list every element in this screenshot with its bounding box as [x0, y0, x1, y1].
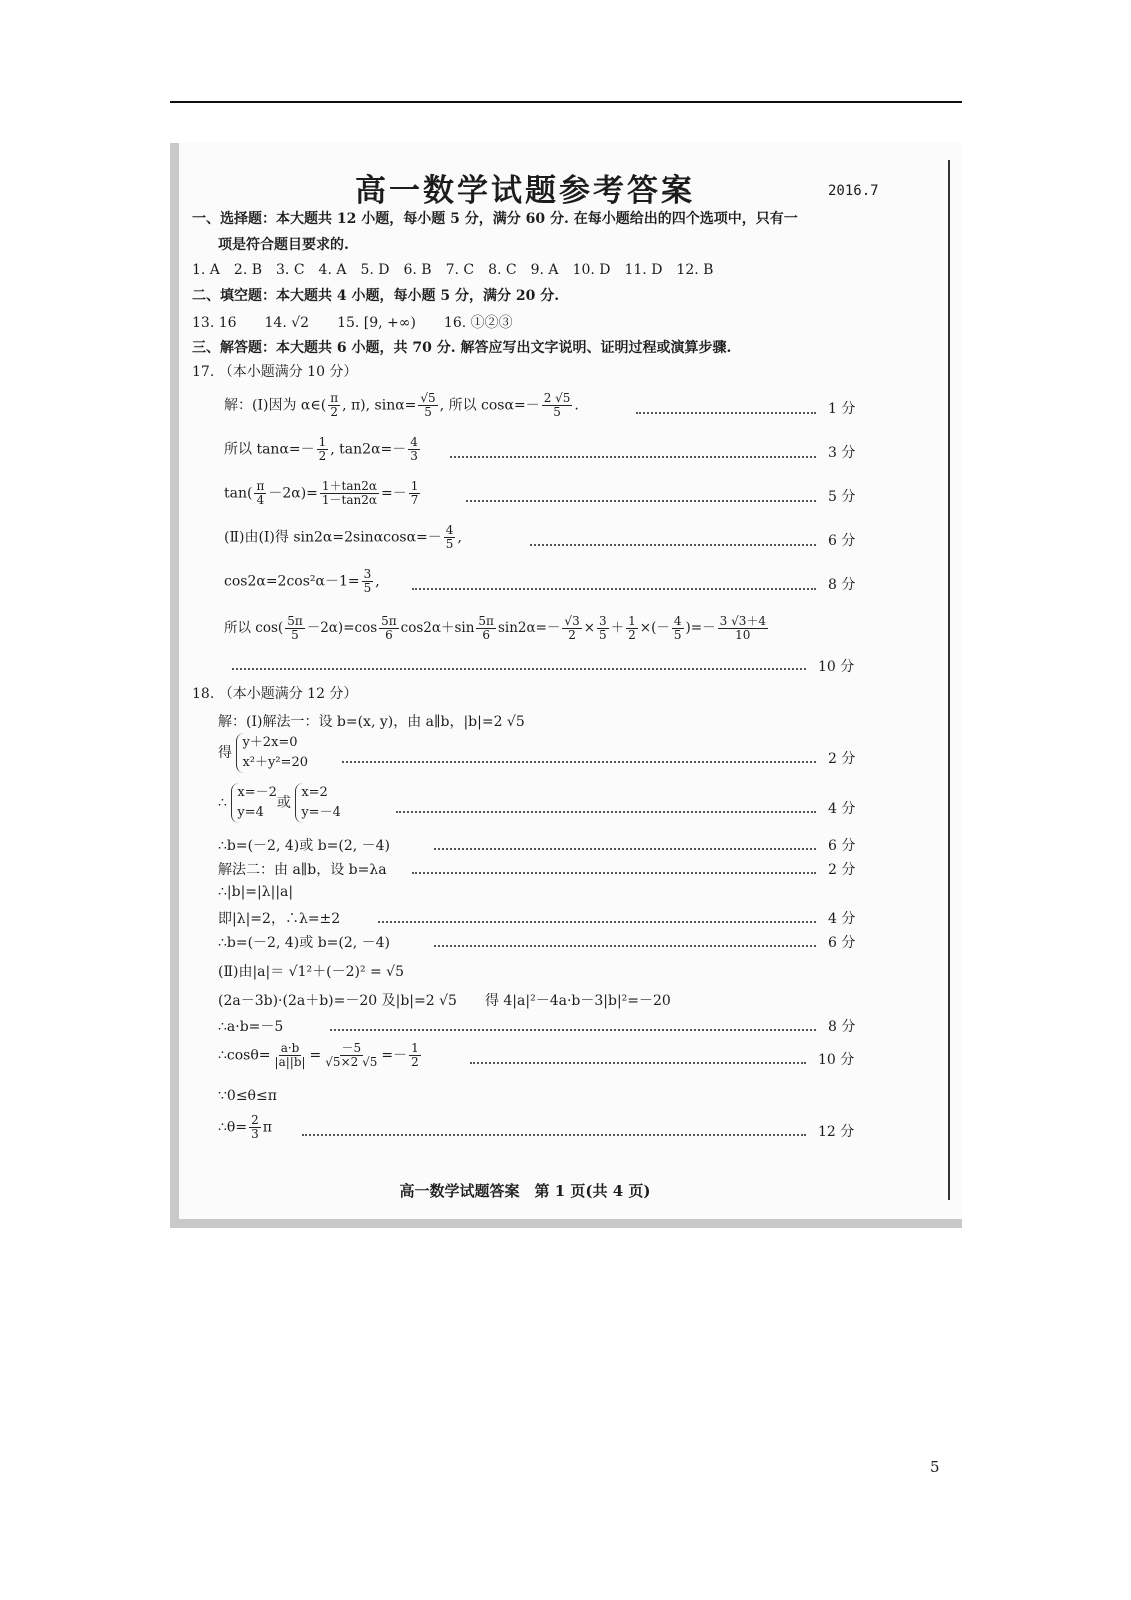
q18-line6: ∴|b|=|λ||a|	[218, 884, 294, 900]
document-date: 2016.7	[828, 183, 879, 199]
q17-heading: 17. （本小题满分 10 分）	[192, 364, 358, 380]
q17-score-5: 8 分	[828, 577, 856, 593]
q18-score-9: 12 分	[818, 1124, 855, 1140]
q17-line3: tan( $\frac{\pi}{4}$ －2α)= $\frac{1+\tan 2\alpha}{1-\tan 2\alpha}$ =－ $\frac{1}{7}$	[224, 479, 419, 507]
q18-line14: ∴θ= $\frac{2}{3}$ π	[218, 1113, 272, 1141]
section2-answers: 13. 16 14. √2 15. [9, +∞) 16. ①②③	[192, 315, 513, 331]
leader-dots	[466, 500, 816, 502]
q18-line5: 解法二：由 a∥b，设 b=λa	[218, 862, 387, 878]
q18-line9: (Ⅱ)由|a|＝ √1²＋(－2)² = √5	[218, 964, 405, 980]
leader-dots	[434, 848, 816, 850]
q17-line1: 解：(Ⅰ)因为 α∈( $\frac{\pi}{2}$ , π), sinα= $\frac{√5}{5}$ , 所以 cosα=－ $\frac{2 √5}{5}$ .	[224, 391, 579, 419]
q18-line4: ∴b=(－2, 4)或 b=(2, －4)	[218, 838, 391, 854]
leader-dots	[330, 1029, 816, 1031]
document-title: 高一数学试题参考答案	[355, 173, 695, 209]
leader-dots	[530, 544, 816, 546]
q18-score-4: 2 分	[828, 862, 856, 878]
page-footer: 高一数学试题答案 第 1 页(共 4 页)	[399, 1182, 651, 1200]
q17-line1-pre: 解：(Ⅰ)因为 α∈(	[224, 397, 327, 414]
leader-dots	[636, 412, 816, 414]
q18-line1: 解：(Ⅰ)解法一：设 b=(x, y)，由 a∥b，|b|=2 √5	[218, 714, 525, 730]
scan-left-border	[170, 143, 179, 1228]
q18-line13: ∵0≤θ≤π	[218, 1088, 277, 1104]
q18-line7: 即|λ|=2，∴λ=±2	[218, 911, 341, 927]
q18-line3: ∴ x=－2 y=4 或 x=2 y=－4	[218, 783, 341, 823]
q17-frac-cos: $\frac{2 √5}{5}$	[543, 391, 571, 419]
q18-score-3: 6 分	[828, 838, 856, 854]
top-rule	[170, 101, 962, 103]
scan-right-border	[948, 160, 950, 1200]
q18-score-2: 4 分	[828, 801, 856, 817]
leader-dots	[396, 811, 816, 813]
leader-dots	[302, 1134, 806, 1136]
q17-frac-root5-over-5: $\frac{√5}{5}$	[420, 391, 436, 419]
q17-score-3: 5 分	[828, 489, 856, 505]
leader-dots	[412, 872, 816, 874]
q17-frac-pi-over-2: $\frac{\pi}{2}$	[330, 391, 339, 419]
q18-score-8: 10 分	[818, 1052, 855, 1068]
scan-bottom-border	[170, 1219, 962, 1228]
equation-system: y＋2x=0 x²＋y²=20	[236, 733, 308, 773]
leader-dots	[342, 761, 816, 763]
leader-dots	[470, 1062, 806, 1064]
section1-heading-cont: 项是符合题目要求的.	[218, 237, 349, 253]
section3-heading: 三、解答题：本大题共 6 小题，共 70 分. 解答应写出文字说明、证明过程或演算步骤.	[192, 340, 732, 356]
section1-answers: 1. A 2. B 3. C 4. A 5. D 6. B 7. C 8. C 9. A 10. D 11. D 12. B	[192, 262, 714, 278]
q17-line6: 所以 cos( $\frac{5\pi}{5}$ －2α)=cos $\frac{5\pi}{6}$ cos2α＋sin $\frac{5\pi}{6}$ sin2α=－ $\frac{√3}{2}$ × $\frac{3}{5}$ ＋ $\frac{1}{2}$ ×(－ $\frac{4}{5}$ )=－ $\frac{3 √3+4}{10}$	[224, 614, 766, 642]
q18-score-1: 2 分	[828, 751, 856, 767]
q18-line2: 得 y＋2x=0 x²＋y²=20	[218, 733, 308, 773]
q17-line4: (Ⅱ)由(Ⅰ)得 sin2α=2sinαcosα=－ $\frac{4}{5}$ ,	[224, 523, 462, 551]
section1-heading: 一、选择题：本大题共 12 小题，每小题 5 分，满分 60 分. 在每小题给出的四个选项中，只有一	[192, 211, 798, 227]
q17-score-2: 3 分	[828, 445, 856, 461]
leader-dots	[378, 921, 816, 923]
q18-line8: ∴b=(－2, 4)或 b=(2, －4)	[218, 935, 391, 951]
q17-score-4: 6 分	[828, 533, 856, 549]
leader-dots	[232, 668, 806, 670]
q18-heading: 18. （本小题满分 12 分）	[192, 686, 358, 702]
section2-heading: 二、填空题：本大题共 4 小题，每小题 5 分，满分 20 分.	[192, 288, 560, 304]
q17-line2: 所以 tanα=－ $\frac{1}{2}$ , tan2α=－ $\frac{4}{3}$	[224, 435, 418, 463]
leader-dots	[412, 588, 816, 590]
q17-score-1: 1 分	[828, 401, 856, 417]
q18-line10: (2a－3b)·(2a＋b)=－20 及|b|=2 √5 得 4|a|²－4a·b－3|b|²=－20	[218, 993, 671, 1009]
q18-score-5: 4 分	[828, 911, 856, 927]
q18-score-6: 6 分	[828, 935, 856, 951]
q18-line12: ∴cosθ= $\frac{a\cdot b}{|a||b|}$ = $\frac{-5}{√5\times 2 √5}$ =－ $\frac{1}{2}$	[218, 1041, 419, 1069]
page-number: 5	[930, 1458, 940, 1476]
q18-line11: ∴a·b=－5	[218, 1019, 284, 1035]
leader-dots	[450, 456, 816, 458]
leader-dots	[434, 945, 816, 947]
q17-score-6: 10 分	[818, 659, 855, 675]
q18-score-7: 8 分	[828, 1019, 856, 1035]
q17-line5: cos2α=2cos²α－1= $\frac{3}{5}$ ,	[224, 567, 380, 595]
